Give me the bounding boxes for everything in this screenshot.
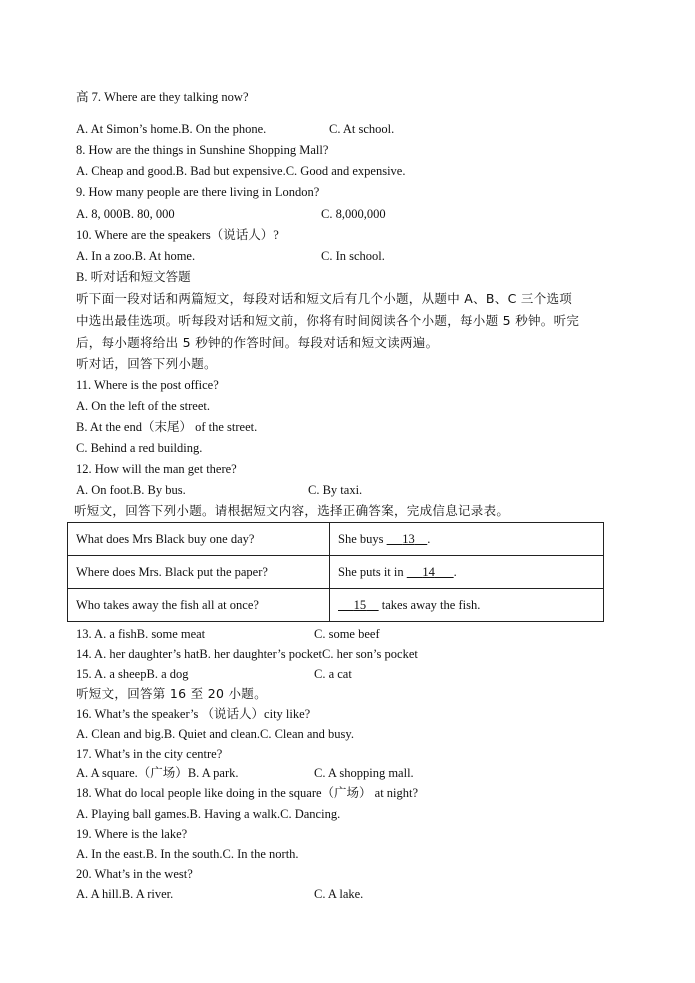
blank-13: 13 — [402, 531, 415, 546]
table-cell: She puts it in 14 . — [330, 556, 604, 589]
table-cell: She buys 13 . — [330, 523, 604, 556]
options-15: 15. A. a sheepB. a dog C. a cat — [76, 667, 352, 681]
options-18: A. Playing ball games.B. Having a walk.C. Dancing. — [76, 807, 341, 821]
options-7: A. At Simon’s home.B. On the phone. C. At school. — [76, 122, 395, 136]
question-12: 12. How will the man get there? — [76, 462, 237, 476]
options-9: A. 8, 000B. 80, 000 C. 8,000,000 — [76, 207, 386, 221]
question-11: 11. Where is the post office? — [76, 378, 219, 392]
section-b-instructions-1: 听下面一段对话和两篇短文，每段对话和短文后有几个小题，从题中 A、B、C 三个选项 — [76, 291, 573, 306]
table-row — [68, 556, 604, 589]
question-16: 16. What’s the speaker’s （说话人）city like? — [76, 707, 311, 721]
question-7: 高 7. Where are they talking now? — [76, 90, 249, 104]
question-18: 18. What do local people like doing in the square（广场） at night? — [76, 786, 419, 800]
blank-14: 14 — [422, 564, 435, 579]
options-8: A. Cheap and good.B. Bad but expensive.C. Good and expensive. — [76, 164, 406, 178]
options-20: A. A hill.B. A river. C. A lake. — [76, 887, 364, 901]
info-record-table — [67, 522, 604, 622]
blank-15: 15 — [353, 597, 367, 612]
option-11-c: C. Behind a red building. — [76, 441, 203, 455]
option-11-b: B. At the end（末尾） of the street. — [76, 420, 258, 434]
question-19: 19. Where is the lake? — [76, 827, 188, 841]
question-17: 17. What’s in the city centre? — [76, 747, 223, 761]
table-cell: 15 takes away the fish. — [330, 589, 604, 622]
table-cell: What does Mrs Black buy one day? — [68, 523, 330, 556]
table-row — [68, 523, 604, 556]
passage-1-instructions: 听短文，回答下列小题。请根据短文内容，选择正确答案，完成信息记录表。 — [74, 503, 510, 518]
options-19: A. In the east.B. In the south.C. In the north. — [76, 847, 299, 861]
options-12: A. On foot.B. By bus. C. By taxi. — [76, 483, 363, 497]
question-9: 9. How many people are there living in London? — [76, 185, 320, 199]
section-b-instructions-3: 后，每小题将给出 5 秒钟的作答时间。每段对话和短文读两遍。 — [76, 335, 439, 350]
question-20: 20. What’s in the west? — [76, 867, 193, 881]
table-cell: Where does Mrs. Black put the paper? — [68, 556, 330, 589]
options-17: A. A square.（广场）B. A park. C. A shopping mall. — [76, 766, 414, 780]
question-8: 8. How are the things in Sunshine Shopping Mall? — [76, 143, 329, 157]
options-14: 14. A. her daughter’s hatB. her daughter’s pocketC. her son’s pocket — [76, 647, 418, 661]
options-10: A. In a zoo.B. At home. C. In school. — [76, 249, 385, 263]
options-16: A. Clean and big.B. Quiet and clean.C. Clean and busy. — [76, 727, 354, 741]
table-row — [68, 589, 604, 622]
option-11-a: A. On the left of the street. — [76, 399, 210, 413]
table-cell: Who takes away the fish all at once? — [68, 589, 330, 622]
options-13: 13. A. a fishB. some meat C. some beef — [76, 627, 380, 641]
dialog-instructions: 听对话，回答下列小题。 — [76, 356, 217, 371]
passage-2-instructions: 听短文，回答第 16 至 20 小题。 — [76, 686, 267, 701]
question-10: 10. Where are the speakers（说话人）? — [76, 228, 279, 242]
section-b-instructions-2: 中选出最佳选项。听每段对话和短文前，你将有时间阅读各个小题，每小题 5 秒钟。听完 — [76, 313, 580, 328]
section-b-title: B. 听对话和短文答题 — [76, 270, 191, 284]
